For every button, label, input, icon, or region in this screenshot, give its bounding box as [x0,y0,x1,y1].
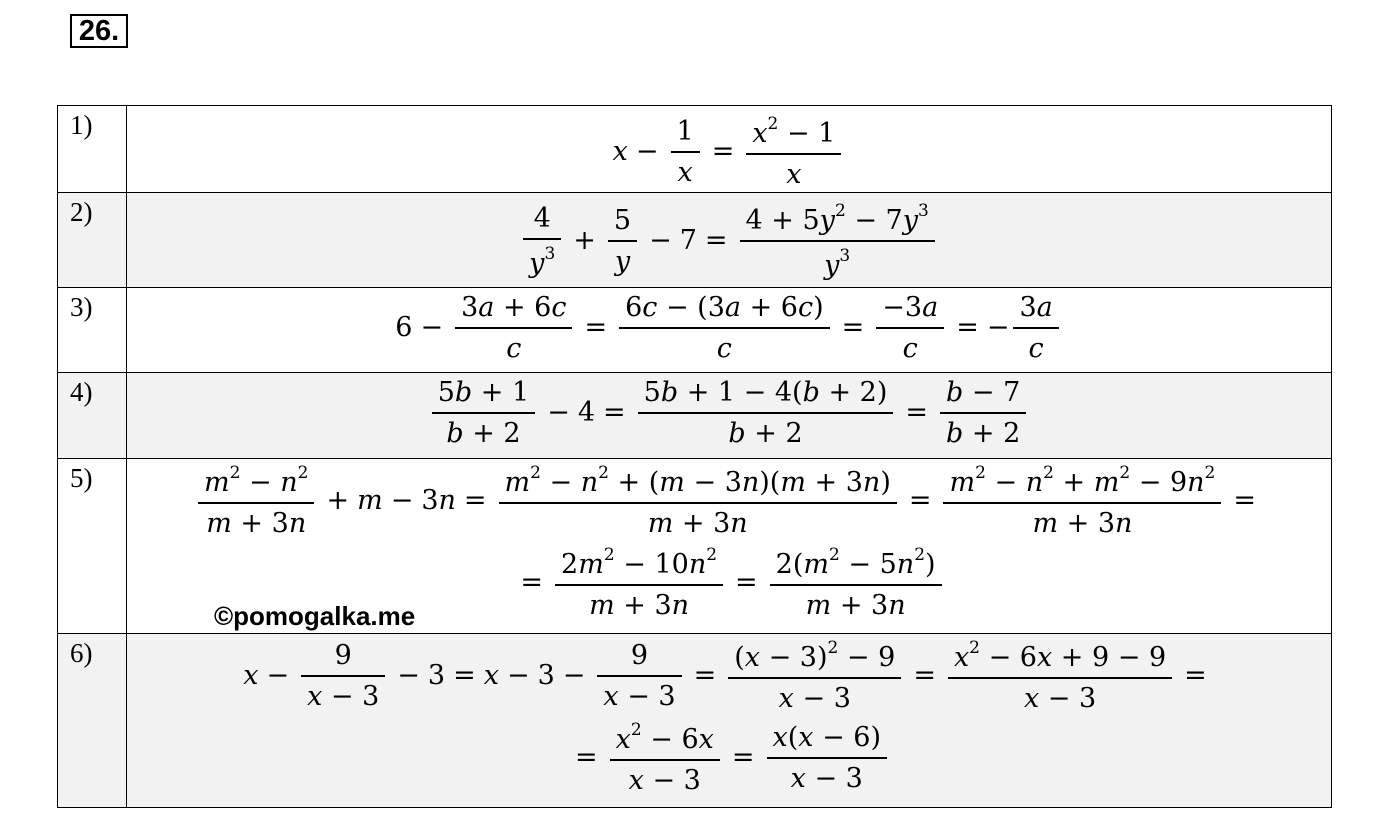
formula-line: x − $\frac{9}{x - 3}$ − 3 = x − 3 − $\frac{9}{x - 3}$ = $\frac{(x - 3)^2 - 9}{x - 3}$ = $\frac{x^2 - 6x + 9 - 9}{x - 3}$ = [243,638,1207,714]
formula-line: x − $\frac{1}{x}$ = $\frac{x^2 - 1}{x}$ [127,106,1331,190]
formula-cell [127,193,1332,288]
row-number: 3) [58,288,127,373]
formula-line: $\frac{m^2 - n^2}{m + 3n}$ + m − 3n = $\frac{m^2 - n^2 + (m - 3n)(m + 3n)}{m + 3n}$ = $\frac{m^2 - n^2 + m^2 - 9n^2}{m + 3n}$ = [127,459,1331,539]
formula-line: 6 − $\frac{3a + 6c}{c}$ = $\frac{6c - (3a + 6c)}{c}$ = $\frac{-3a}{c}$ = − $\frac{3a}{c}$ [127,288,1331,364]
row-number: 1) [58,106,127,193]
solutions-table [57,105,1332,808]
row-number: 6) [58,634,127,808]
row-number: 2) [58,193,127,288]
formula-line: = $\frac{2m^2 - 10n^2}{m + 3n}$ = $\frac{2(m^2 - 5n^2)}{m + 3n}$ [127,539,1331,621]
formula-cell [127,634,1332,808]
formula-cell [127,288,1332,373]
formula-line: = $\frac{x^2 - 6x}{x - 3}$ = $\frac{x(x - 6)}{x - 3}$ [127,714,1331,796]
watermark: ©pomogalka.me [214,601,416,631]
row-number: 5) [58,459,127,634]
table-row [58,106,1332,193]
formula-cell [127,373,1332,459]
row-number: 4) [58,373,127,459]
table-row [58,634,1332,808]
table-row [58,373,1332,459]
table-row [58,193,1332,288]
table-row [58,288,1332,373]
formula-line: $\frac{5b + 1}{b + 2}$ − 4 = $\frac{5b + 1 - 4(b + 2)}{b + 2}$ = $\frac{b - 7}{b + 2}$ [127,373,1331,449]
task-number: 26. [70,14,128,48]
formula-line: $\frac{4}{y^3}$ + $\frac{5}{y}$ − 7 = $\frac{4 + 5y^2 - 7y^3}{y^3}$ [127,193,1331,281]
formula-cell [127,106,1332,193]
